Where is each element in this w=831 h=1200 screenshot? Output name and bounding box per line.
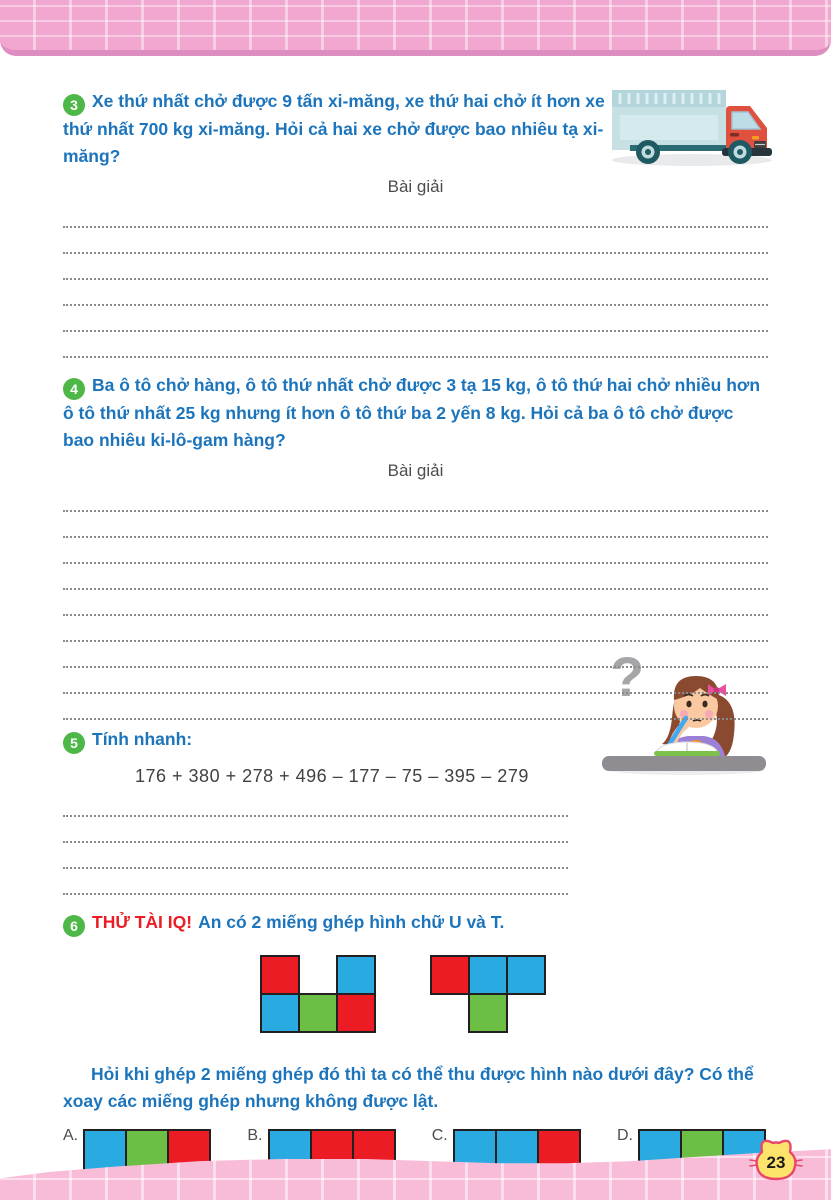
dotted-answer-line	[63, 280, 768, 306]
grid-cell-blue	[506, 955, 546, 995]
dotted-answer-line	[63, 590, 768, 616]
problem-5-title: Tính nhanh:	[92, 729, 193, 749]
svg-text:?: ?	[610, 645, 645, 708]
math-expression: 176 + 380 + 278 + 496 – 177 – 75 – 395 – 279	[135, 766, 529, 786]
problem-3	[63, 88, 768, 358]
grid-cell-red	[336, 993, 376, 1033]
problem-6	[63, 909, 768, 1200]
dotted-answer-line	[63, 564, 768, 590]
dotted-answer-line	[63, 694, 768, 720]
cat-page-number-badge	[748, 1132, 804, 1188]
dotted-answer-line	[63, 668, 768, 694]
problem-4	[63, 372, 768, 720]
dotted-answer-line	[63, 817, 568, 843]
problem-6-question: Hỏi khi ghép 2 miếng ghép đó thì ta có thể thu được hình nào dưới đây? Có thể xoay các miếng ghép nhưng không được lật.	[63, 1064, 754, 1111]
problem-6-title-iq: THỬ TÀI IQ!	[92, 912, 193, 932]
u-shape-piece	[260, 955, 378, 1035]
problem-6-title-text: An có 2 miếng ghép hình chữ U và T.	[198, 912, 505, 932]
dotted-answer-line	[63, 202, 768, 228]
grid-cell-green	[468, 993, 508, 1033]
dotted-answer-line	[63, 538, 768, 564]
dotted-answer-line	[63, 228, 768, 254]
problem-4-statement	[63, 372, 768, 454]
option-c-label: C.	[431, 1127, 448, 1144]
grid-cell-blue	[336, 955, 376, 995]
t-shape-piece	[430, 955, 548, 1035]
dotted-answer-line	[63, 616, 768, 642]
dotted-answer-line	[63, 869, 568, 895]
problem-6-number-badge: 6	[63, 915, 85, 937]
dotted-answer-line	[63, 512, 768, 538]
grid-cell-red	[430, 955, 470, 995]
puzzle-pieces	[260, 955, 768, 1035]
dotted-answer-line	[63, 332, 768, 358]
option-b-label: B.	[247, 1127, 263, 1144]
page-number: 23	[766, 1153, 786, 1172]
dotted-answer-line	[63, 306, 768, 332]
dotted-answer-line	[63, 254, 768, 280]
problem-5-number-badge: 5	[63, 732, 85, 754]
solution-heading: Bài giải	[387, 461, 444, 480]
dotted-answer-line	[63, 486, 768, 512]
dotted-answer-line	[63, 843, 568, 869]
problem-3-text: Xe thứ nhất chở được 9 tấn xi-măng, xe thứ hai chở ít hơn xe thứ nhất 700 kg xi-măng. Hỏi cả hai xe chở được bao nhiêu tạ xi-măng?	[63, 91, 605, 166]
problem-3-number-badge: 3	[63, 94, 85, 116]
grid-cell-green	[298, 993, 338, 1033]
worksheet-content	[63, 0, 768, 1200]
problem-4-text: Ba ô tô chở hàng, ô tô thứ nhất chở được 3 tạ 15 kg, ô tô thứ hai chở nhiều hơn ô tô thứ nhất 25 kg nhưng ít hơn ô tô thứ ba 2 yến 8 kg. Hỏi cả ba ô tô chở được bao nhiêu ki-lô-gam hàng?	[63, 375, 761, 450]
problem-3-statement	[63, 88, 615, 170]
answer-lines	[63, 791, 568, 895]
grid-cell-blue	[468, 955, 508, 995]
dotted-answer-line	[63, 642, 768, 668]
grid-cell-red	[260, 955, 300, 995]
problem-5-statement	[63, 726, 768, 754]
dotted-answer-line	[63, 791, 568, 817]
option-d-label: D.	[617, 1127, 633, 1144]
solution-heading: Bài giải	[387, 177, 444, 196]
answer-lines	[63, 486, 768, 720]
grid-cell-blue	[260, 993, 300, 1033]
option-a-label: A.	[63, 1127, 79, 1144]
problem-4-number-badge: 4	[63, 378, 85, 400]
answer-lines	[63, 202, 768, 358]
problem-6-statement	[63, 909, 768, 937]
problem-5	[63, 726, 768, 895]
